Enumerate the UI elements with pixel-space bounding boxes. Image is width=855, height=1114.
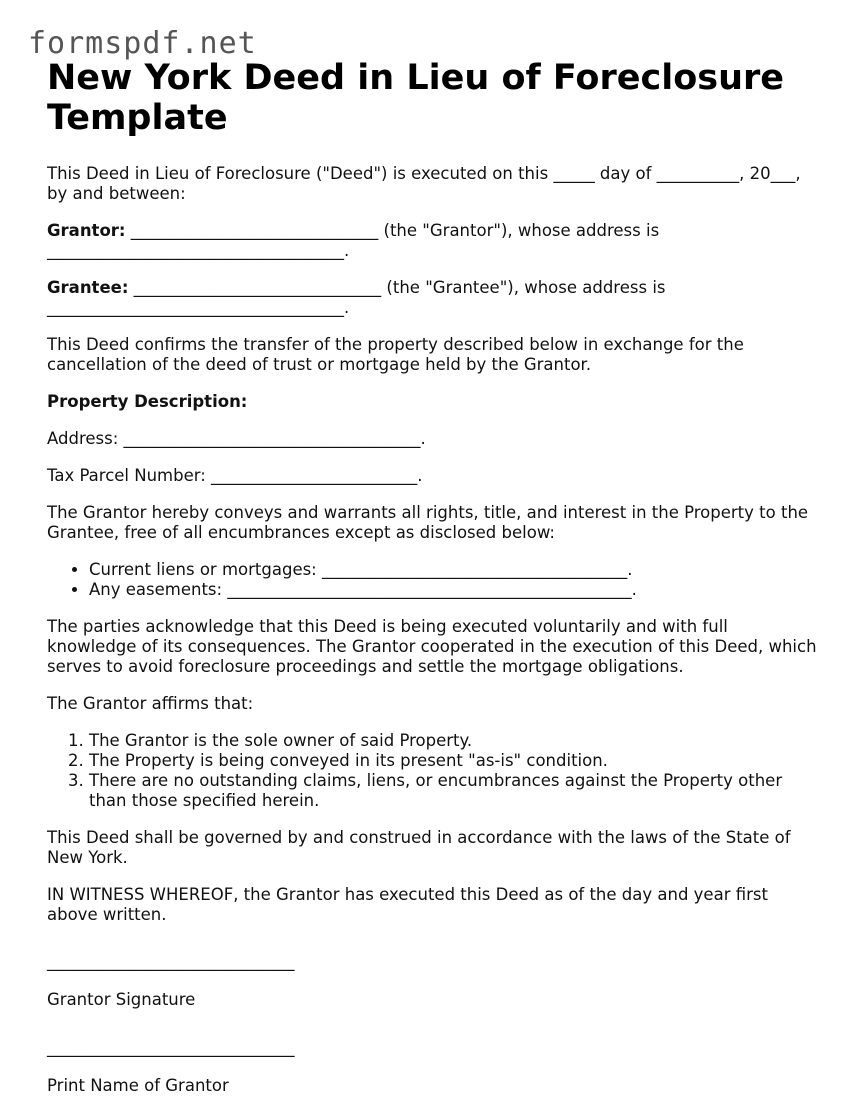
list-item: • Current liens or mortgages: _____________________________________.	[89, 560, 817, 580]
page-title: New York Deed in Lieu of Foreclosure Template	[47, 58, 784, 138]
list-item: 1. The Grantor is the sole owner of said Property.	[89, 731, 817, 751]
acknowledge-paragraph: The parties acknowledge that this Deed is being executed voluntarily and with full knowledge of its consequences. The Grantor cooperated in the execution of this Deed, which serves to avoid foreclosure proceedings and settle the mortgage obligations.	[47, 617, 817, 676]
watermark: formspdf.net	[28, 26, 257, 61]
grantor-label: Grantor:	[47, 221, 126, 240]
grantee-text: ______________________________ (the "Grantee"), whose address is ____________________________________.	[47, 278, 666, 317]
property-heading	[47, 392, 817, 412]
property-heading-text: Property Description:	[47, 392, 248, 411]
affirms-intro: The Grantor affirms that:	[47, 694, 254, 713]
list-item: 3. There are no outstanding claims, liens, or encumbrances against the Property other than those specified herein.	[89, 771, 817, 811]
document-body	[47, 58, 817, 1114]
witness-paragraph: IN WITNESS WHEREOF, the Grantor has executed this Deed as of the day and year first above written.	[47, 885, 768, 924]
grantee-paragraph	[47, 278, 817, 318]
grantor-text: ______________________________ (the "Grantor"), whose address is ____________________________________.	[47, 221, 660, 260]
encumbrance-list	[47, 560, 817, 600]
tax-parcel-line: Tax Parcel Number: _________________________.	[47, 466, 423, 485]
list-item: • Any easements: _________________________________________________.	[89, 580, 817, 600]
grantor-paragraph	[47, 221, 817, 261]
signature-line: ______________________________	[47, 952, 295, 971]
address-line: Address: ____________________________________.	[47, 429, 426, 448]
print-name-label: Print Name of Grantor	[47, 1076, 229, 1095]
affirmation-list	[47, 731, 817, 811]
governing-law-paragraph: This Deed shall be governed by and construed in accordance with the laws of the State of New York.	[47, 828, 791, 867]
list-item: 2. The Property is being conveyed in its present "as-is" condition.	[89, 751, 817, 771]
confirm-paragraph: This Deed confirms the transfer of the property described below in exchange for the cancellation of the deed of trust or mortgage held by the Grantor.	[47, 335, 744, 374]
print-name-line: ______________________________	[47, 1038, 295, 1057]
conveys-paragraph: The Grantor hereby conveys and warrants all rights, title, and interest in the Property to the Grantee, free of all encumbrances except as disclosed below:	[47, 503, 809, 542]
grantor-signature-label: Grantor Signature	[47, 990, 196, 1009]
intro-paragraph: This Deed in Lieu of Foreclosure ("Deed") is executed on this _____ day of __________, 20___, by and between:	[47, 164, 801, 203]
grantee-label: Grantee:	[47, 278, 129, 297]
